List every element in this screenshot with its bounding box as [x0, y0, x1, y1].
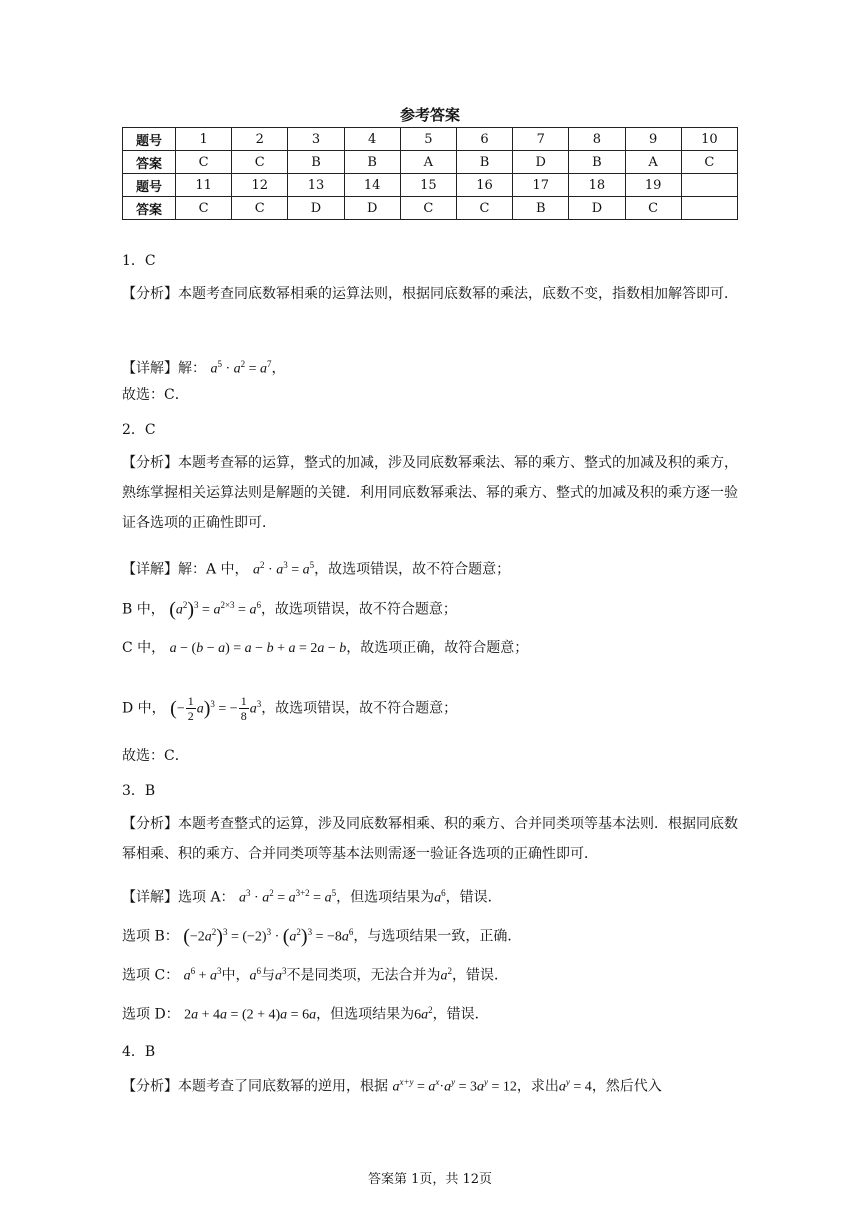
table-cell: 11	[176, 174, 232, 197]
row-header: 答案	[123, 197, 176, 220]
table-cell: C	[176, 151, 232, 174]
q1-number: 1．C	[122, 253, 156, 269]
q3-number: 3．B	[122, 783, 156, 799]
table-cell: A	[400, 151, 456, 174]
q4-analysis: 【分析】本题考查了同底数幂的逆用，根据 $a^{x+y} = a^x\cdot a^y = 3a^y = 12$，求出$a^y = 4$，然后代入	[122, 1077, 662, 1095]
table-cell: A	[625, 151, 681, 174]
page-footer: 答案第 1页，共 12页	[367, 1172, 493, 1187]
row-header: 题号	[123, 128, 176, 151]
table-cell: C	[681, 151, 737, 174]
table-cell: C	[232, 151, 288, 174]
table-cell: D	[288, 197, 344, 220]
q3-option-a: 【详解】选项 A： $a^3 \cdot a^2 = a^{3+2} = a^5$，但选项结果为$a^6$，错误．	[122, 888, 502, 906]
q3-option-c: 选项 C： $a^6 + a^3$中，$a^6$与$a^3$不是同类项，无法合并为$a^2$，错误．	[122, 966, 509, 984]
table-cell: C	[232, 197, 288, 220]
table-cell: 16	[456, 174, 512, 197]
table-cell: C	[176, 197, 232, 220]
q1-analysis: 【分析】本题考查同底数幂相乘的运算法则，根据同底数幂的乘法，底数不变，指数相加解答即可．	[122, 286, 738, 302]
table-cell: 3	[288, 128, 344, 151]
table-cell	[681, 197, 737, 220]
table-cell: 14	[344, 174, 400, 197]
table-cell: 8	[569, 128, 625, 151]
table-cell: 12	[232, 174, 288, 197]
table-cell: 9	[625, 128, 681, 151]
table-cell: 19	[625, 174, 681, 197]
q2-choice: 故选：C．	[122, 748, 189, 764]
table-cell: D	[569, 197, 625, 220]
table-cell: 4	[344, 128, 400, 151]
table-cell: C	[456, 197, 512, 220]
table-cell: B	[344, 151, 400, 174]
q2-option-d: D 中， (− $\frac{1}{2}$ a)$^3$ = − $\frac{1}{8}$ $a^3$，故选项错误，故不符合题意；	[122, 694, 458, 724]
table-row	[123, 197, 738, 220]
table-row	[123, 128, 738, 151]
page-title: 参考答案	[399, 106, 460, 124]
table-cell: C	[625, 197, 681, 220]
table-row	[123, 151, 738, 174]
table-cell: 15	[400, 174, 456, 197]
row-header: 答案	[123, 151, 176, 174]
table-cell: B	[569, 151, 625, 174]
table-cell: 17	[513, 174, 569, 197]
table-cell: 1	[176, 128, 232, 151]
table-cell: C	[400, 197, 456, 220]
table-cell	[681, 174, 737, 197]
table-cell: B	[288, 151, 344, 174]
table-cell: 6	[456, 128, 512, 151]
q1-detail: 【详解】解： $a^5 \cdot a^2 = a^7$，	[122, 359, 286, 377]
row-header: 题号	[123, 174, 176, 197]
table-cell: 13	[288, 174, 344, 197]
table-cell: D	[344, 197, 400, 220]
q3-option-b: 选项 B： $(-2a^2)^3 = (-2)^3 \cdot (a^2)^3 = -8a^6$，与选项结果一致，正确．	[122, 925, 522, 948]
q2-analysis: 【分析】本题考查幂的运算，整式的加减，涉及同底数幂乘法、幂的乘方、整式的加减及积的乘方，熟练掌握相关运算法则是解题的关键．利用同底数幂乘法、幂的乘方、整式的加减及积的乘方逐一验证各选项的正确性即可．	[122, 455, 738, 531]
table-cell: B	[456, 151, 512, 174]
q1-choice: 故选：C．	[122, 387, 189, 403]
table-cell: 7	[513, 128, 569, 151]
table-row	[123, 174, 738, 197]
q2-number: 2．C	[122, 422, 156, 438]
q2-option-c: C 中， a − (b − a) = a − b + a = 2a − b，故选项正确，故符合题意；	[122, 640, 529, 656]
q2-option-b: B 中， $(a^2)^3 = a^{2\times 3} = a^6$，故选项错误，故不符合题意；	[122, 598, 457, 621]
q3-option-d: 选项 D： 2a + 4a = (2 + 4)a = 6a，但选项结果为$6a^2$，错误．	[122, 1005, 489, 1023]
q2-option-a: 【详解】解：A 中， $a^2 \cdot a^3 = a^5$，故选项错误，故不符合题意；	[122, 560, 511, 578]
table-cell: 10	[681, 128, 737, 151]
q3-analysis: 【分析】本题考查整式的运算，涉及同底数幂相乘、积的乘方、合并同类项等基本法则．根据同底数幂相乘、积的乘方、合并同类项等基本法则需逐一验证各选项的正确性即可．	[122, 816, 738, 862]
table-cell: 2	[232, 128, 288, 151]
table-cell: B	[513, 197, 569, 220]
q4-number: 4．B	[122, 1044, 156, 1060]
answer-table	[122, 127, 738, 220]
table-cell: D	[513, 151, 569, 174]
table-cell: 5	[400, 128, 456, 151]
table-cell: 18	[569, 174, 625, 197]
